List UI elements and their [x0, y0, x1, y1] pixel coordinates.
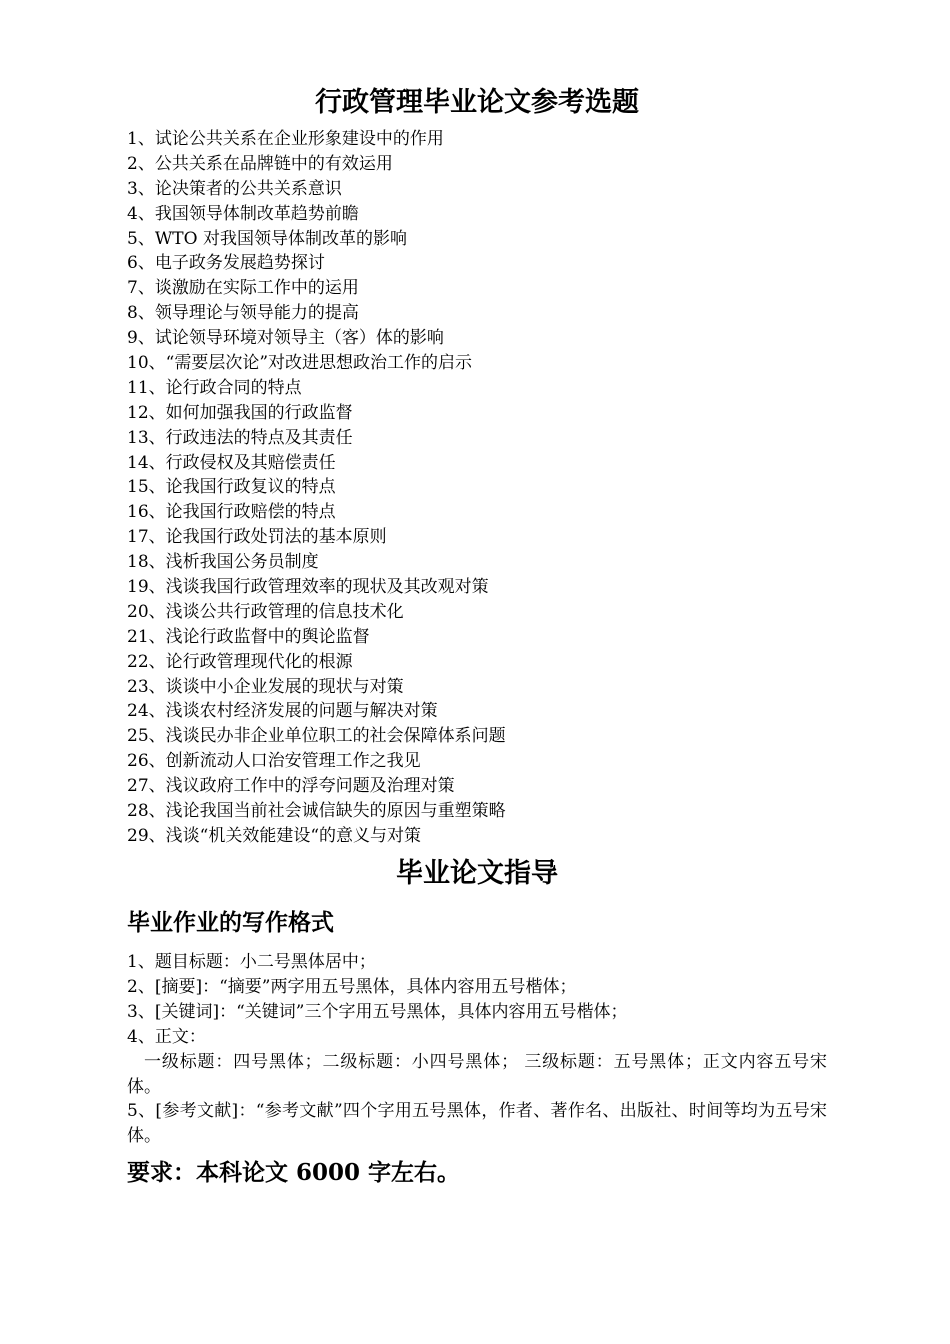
main-title: 行政管理毕业论文参考选题	[315, 87, 639, 118]
topic-item: 10、“需要层次论”对改进思想政治工作的启示	[127, 353, 473, 374]
topic-item: 14、行政侵权及其赔偿责任	[127, 452, 336, 473]
topic-item: 3、论决策者的公共关系意识	[127, 178, 342, 199]
topic-item: 20、浅谈公共行政管理的信息技术化	[127, 601, 404, 622]
guide-title: 毕业论文指导	[396, 858, 558, 889]
topic-item: 9、试论领导环境对领导主（客）体的影响	[127, 328, 444, 349]
topic-item: 29、浅谈“机关效能建设“的意义与对策	[127, 825, 422, 846]
topic-item: 22、论行政管理现代化的根源	[127, 651, 353, 672]
topic-item: 2、公共关系在品牌链中的有效运用	[127, 153, 393, 174]
topic-item: 15、论我国行政复议的特点	[127, 477, 336, 498]
topic-item: 24、浅谈农村经济发展的问题与解决对策	[127, 701, 438, 722]
topic-item: 19、浅谈我国行政管理效率的现状及其改观对策	[127, 577, 489, 598]
topic-list	[127, 127, 827, 849]
requirement-text: 要求：本科论文 6000 字左右。	[127, 1159, 461, 1186]
topic-item: 13、行政违法的特点及其责任	[127, 427, 353, 448]
format-rule-keywords: 3、[关键词]：“关键词”三个字用五号黑体，具体内容用五号楷体；	[127, 1001, 628, 1022]
topic-item: 7、谈激励在实际工作中的运用	[127, 278, 359, 299]
format-rule-title: 1、题目标题：小二号黑体居中；	[127, 952, 376, 972]
topic-item: 25、浅谈民办非企业单位职工的社会保障体系问题	[127, 726, 506, 747]
topic-item: 27、浅议政府工作中的浮夸问题及治理对策	[127, 776, 455, 797]
format-rule-abstract: 2、[摘要]：“摘要”两字用五号黑体，具体内容用五号楷体；	[127, 976, 577, 997]
topic-item: 6、电子政务发展趋势探讨	[127, 253, 325, 274]
format-heading: 毕业作业的写作格式	[127, 910, 334, 936]
topic-item: 21、浅论行政监督中的舆论监督	[127, 626, 370, 647]
format-rule-references: 5、[参考文献]：“参考文献”四个字用五号黑体，作者、著作名、出版社、时间等均为五号宋体。	[127, 1101, 827, 1147]
topic-item: 16、论我国行政赔偿的特点	[127, 502, 336, 523]
topic-item: 4、我国领导体制改革趋势前瞻	[127, 203, 359, 224]
topic-item: 5、WTO 对我国领导体制改革的影响	[127, 228, 407, 249]
topic-item: 17、论我国行政处罚法的基本原则	[127, 527, 387, 548]
topic-item: 12、如何加强我国的行政监督	[127, 402, 353, 423]
format-rule-body: 4、正文：	[127, 1026, 206, 1047]
topic-item: 8、领导理论与领导能力的提高	[127, 303, 359, 324]
topic-item: 11、论行政合同的特点	[127, 377, 302, 398]
format-rule-body-detail: 一级标题：四号黑体；二级标题：小四号黑体； 三级标题：五号黑体；正文内容五号宋体。	[127, 1051, 827, 1097]
topic-item: 1、试论公共关系在企业形象建设中的作用	[127, 129, 444, 149]
topic-item: 26、创新流动人口治安管理工作之我见	[127, 751, 421, 772]
format-rules	[127, 950, 827, 1149]
topic-item: 23、谈谈中小企业发展的现状与对策	[127, 676, 404, 697]
topic-item: 18、浅析我国公务员制度	[127, 552, 319, 573]
topic-item: 28、浅论我国当前社会诚信缺失的原因与重塑策略	[127, 801, 506, 822]
